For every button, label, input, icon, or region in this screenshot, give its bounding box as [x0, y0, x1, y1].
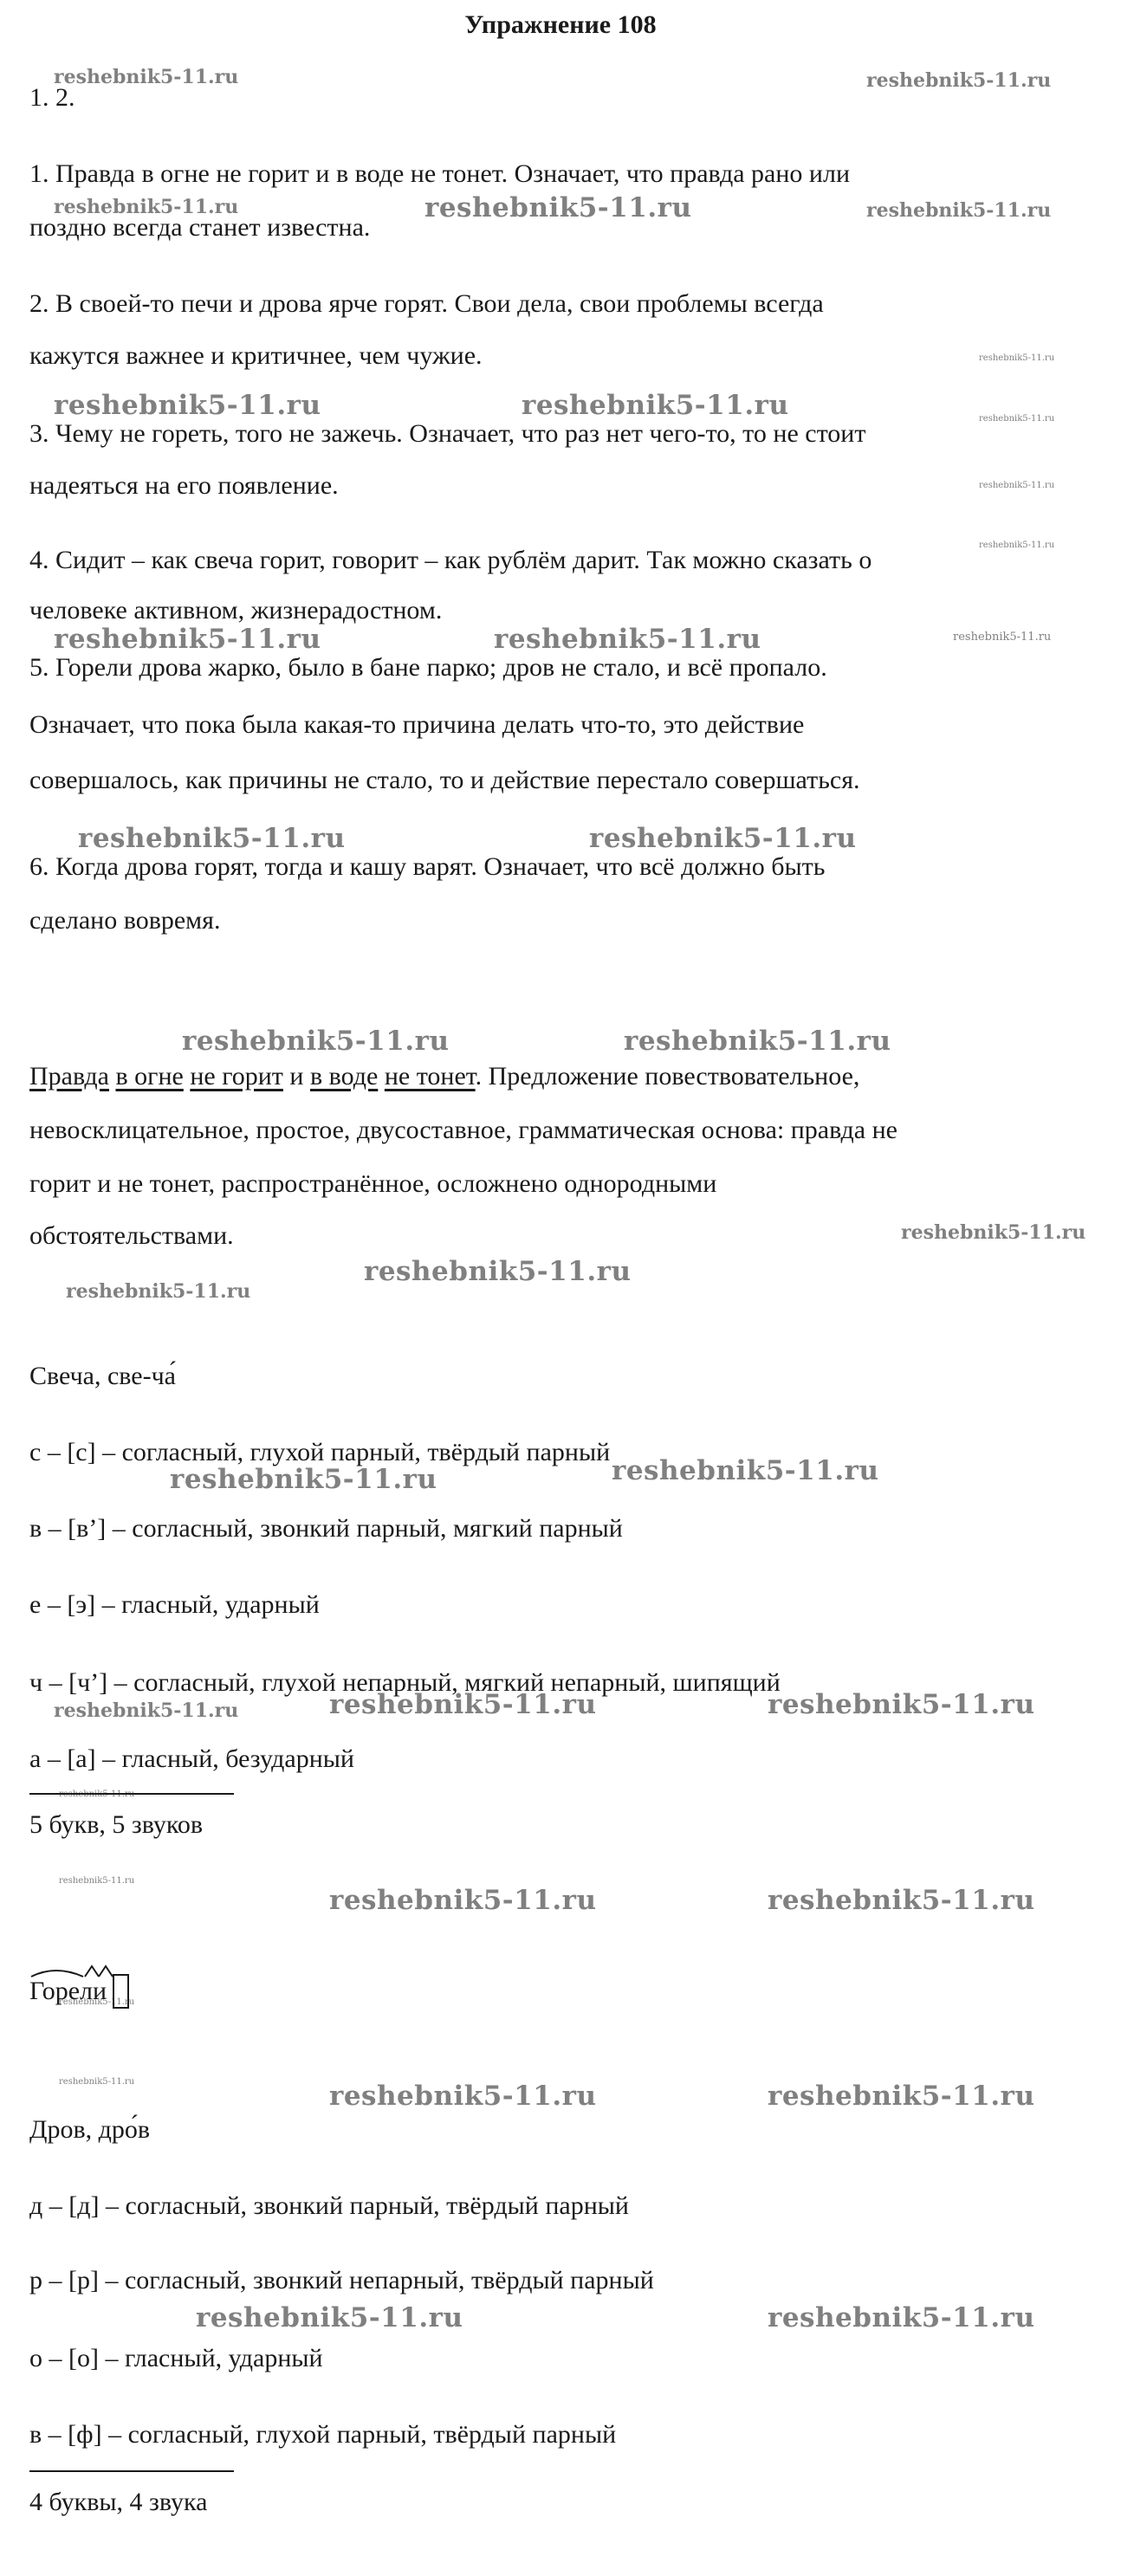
phonetic-summary: 4 буквы, 4 звука — [29, 2488, 208, 2516]
watermark: reshebnik5-11.ru — [866, 199, 1052, 222]
exercise-title: Упражнение 108 — [464, 10, 657, 39]
answer-line: совершалось, как причины не стало, то и действие перестало совершаться. — [29, 766, 860, 794]
watermark: reshebnik5-11.ru — [182, 1026, 450, 1057]
phonetic-row: р – [р] – согласный, звонкий непарный, твёрдый парный — [29, 2266, 654, 2294]
syntax-line — [29, 1062, 859, 1091]
watermark: reshebnik5-11.ru — [54, 624, 321, 655]
watermark: reshebnik5-11.ru — [329, 1689, 597, 1720]
answer-line: кажутся важнее и критичнее, чем чужие. — [29, 341, 483, 370]
watermark: reshebnik5-11.ru — [424, 192, 692, 223]
morpheme-root: Гор — [29, 1977, 68, 2005]
watermark: reshebnik5-11.ru — [522, 390, 789, 421]
watermark: reshebnik5-11.ru — [54, 196, 239, 218]
divider-line — [29, 1793, 234, 1795]
conjunction: и — [289, 1062, 304, 1091]
watermark: reshebnik5-11.ru — [364, 1256, 632, 1287]
morpheme-suffix: е — [68, 1977, 81, 2005]
syntax-line: горит и не тонет, распространённое, осложнено однородными — [29, 1169, 717, 1198]
watermark: reshebnik5-11.ru — [54, 390, 321, 421]
watermark: reshebnik5-11.ru — [329, 1885, 597, 1916]
watermark: reshebnik5-11.ru — [494, 624, 761, 655]
answer-line: поздно всегда станет известна. — [29, 213, 371, 242]
watermark: reshebnik5-11.ru — [54, 1699, 239, 1722]
watermark: reshebnik5-11.ru — [170, 1464, 437, 1495]
phonetic-row: в – [в’] – согласный, звонкий парный, мягкий парный — [29, 1514, 623, 1543]
answer-line: 1. Правда в огне не горит и в воде не тонет. Означает, что правда рано или — [29, 159, 850, 188]
watermark: reshebnik5-11.ru — [59, 1790, 135, 1799]
phonetic-row: с – [с] – согласный, глухой парный, твёрдый парный — [29, 1438, 611, 1466]
watermark: reshebnik5-11.ru — [589, 823, 857, 854]
watermark: reshebnik5-11.ru — [54, 66, 239, 88]
phonetic-row: а – [а] – гласный, безударный — [29, 1744, 354, 1773]
phonetic-head: Свеча, све-ча́ — [29, 1362, 176, 1390]
phonetic-row: в – [ф] – согласный, глухой парный, твёрдый парный — [29, 2420, 617, 2449]
predicate: не горит — [190, 1062, 283, 1091]
divider-line — [29, 2470, 234, 2472]
phonetic-row: е – [э] – гласный, ударный — [29, 1590, 320, 1619]
syntax-line: невосклицательное, простое, двусоставное, грамматическая основа: правда не — [29, 1116, 897, 1144]
watermark: reshebnik5-11.ru — [901, 1221, 1086, 1244]
morpheme-word — [29, 1977, 107, 2006]
task-number: 1. 2. — [29, 83, 75, 112]
watermark: reshebnik5-11.ru — [196, 2302, 463, 2333]
watermark: reshebnik5-11.ru — [768, 2302, 1035, 2333]
morpheme-analysis — [29, 1958, 220, 2027]
watermark: reshebnik5-11.ru — [768, 1885, 1035, 1916]
answer-line: 5. Горели дрова жарко, было в бане парко; дров не стало, и всё пропало. — [29, 653, 827, 682]
watermark: reshebnik5-11.ru — [78, 823, 346, 854]
watermark: reshebnik5-11.ru — [768, 1689, 1035, 1720]
syntax-rest: . Предложение повествовательное, — [475, 1062, 860, 1091]
phonetic-head: Дров, дро́в — [29, 2115, 151, 2144]
watermark: reshebnik5-11.ru — [329, 2081, 597, 2112]
phonetic-summary: 5 букв, 5 звуков — [29, 1810, 204, 1839]
watermark: reshebnik5-11.ru — [768, 2081, 1035, 2112]
morpheme-ending: и — [93, 1977, 107, 2005]
answer-line: 2. В своей-то печи и дрова ярче горят. Свои дела, свои проблемы всегда — [29, 289, 824, 318]
watermark: reshebnik5-11.ru — [979, 414, 1055, 424]
watermark: reshebnik5-11.ru — [59, 1997, 135, 2007]
watermark: reshebnik5-11.ru — [59, 2077, 135, 2087]
watermark: reshebnik5-11.ru — [953, 631, 1052, 644]
phonetic-row: д – [д] – согласный, звонкий парный, твёрдый парный — [29, 2191, 629, 2220]
answer-line: 6. Когда дрова горят, тогда и кашу варят. Означает, что всё должно быть — [29, 852, 826, 881]
answer-line: Означает, что пока была какая-то причина делать что-то, это действие — [29, 710, 805, 739]
syntax-line: обстоятельствами. — [29, 1221, 234, 1250]
phonetic-row: ч – [ч’] – согласный, глухой непарный, мягкий непарный, шипящий — [29, 1668, 781, 1697]
watermark: reshebnik5-11.ru — [612, 1455, 879, 1486]
answer-line: человеке активном, жизнерадостном. — [29, 596, 443, 625]
watermark: reshebnik5-11.ru — [624, 1026, 891, 1057]
watermark: reshebnik5-11.ru — [979, 540, 1055, 550]
watermark: reshebnik5-11.ru — [66, 1280, 251, 1303]
watermark: reshebnik5-11.ru — [59, 1876, 135, 1886]
subject: Правда — [29, 1062, 109, 1091]
watermark: reshebnik5-11.ru — [866, 69, 1052, 92]
answer-line: 3. Чему не гореть, того не зажечь. Означает, что раз нет чего-то, то не стоит — [29, 419, 866, 448]
watermark: reshebnik5-11.ru — [979, 353, 1055, 363]
answer-line: надеяться на его появление. — [29, 471, 339, 500]
circumstance: в огне — [115, 1062, 184, 1091]
morpheme-suffix: л — [80, 1977, 94, 2005]
answer-line: 4. Сидит – как свеча горит, говорит – как рублём дарит. Так можно сказать о — [29, 546, 872, 574]
circumstance: в воде — [309, 1062, 379, 1091]
phonetic-row: о – [о] – гласный, ударный — [29, 2344, 323, 2372]
answer-line: сделано вовремя. — [29, 906, 221, 935]
watermark: reshebnik5-11.ru — [979, 481, 1055, 490]
predicate: не тонет — [384, 1062, 476, 1091]
